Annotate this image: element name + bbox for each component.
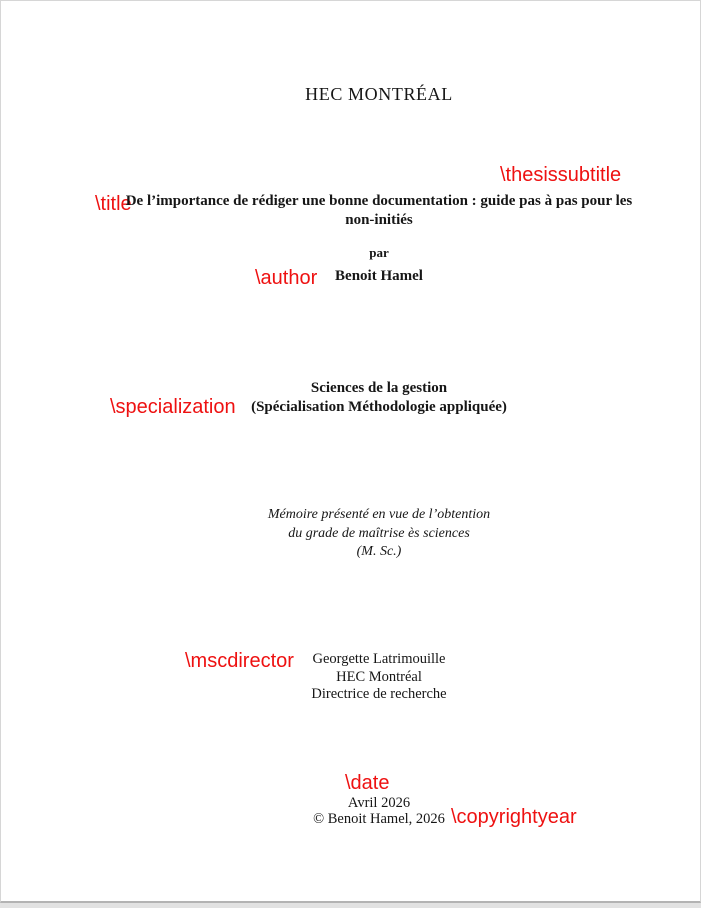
thesis-title-line-1: De l’importance de rédiger une bonne documentation : guide pas à pas pour les xyxy=(125,193,633,209)
latex-annotation-thesissubtitle: \thesissubtitle xyxy=(500,164,622,186)
specialization-line-1: Sciences de la gestion xyxy=(310,380,448,396)
by-label: par xyxy=(369,245,389,260)
latex-annotation-date: \date xyxy=(345,772,390,794)
latex-annotation-title: \title xyxy=(95,193,132,215)
latex-annotation-copyrightyear: \copyrightyear xyxy=(451,806,577,828)
director-block xyxy=(56,651,701,704)
thesis-title xyxy=(56,192,701,230)
degree-statement-line-3: (M. Sc.) xyxy=(356,544,402,559)
degree-statement-line-2: du grade de maîtrise ès sciences xyxy=(288,525,470,541)
latex-annotation-mscdirector: \mscdirector xyxy=(185,650,294,672)
thesis-title-line-2: non-initiés xyxy=(345,212,413,228)
copyright-line: © Benoit Hamel, 2026 xyxy=(313,811,445,827)
latex-annotation-author: \author xyxy=(255,267,318,289)
author-name: Benoit Hamel xyxy=(335,268,423,284)
date-value: Avril 2026 xyxy=(347,795,411,811)
degree-statement-line-1: Mémoire présenté en vue de l’obtention xyxy=(267,507,491,522)
degree-statement-block xyxy=(56,506,701,562)
director-institution: HEC Montréal xyxy=(336,668,422,685)
director-name: Georgette Latrimouille xyxy=(312,651,446,667)
institution-name: HEC MONTRÉAL xyxy=(305,84,453,104)
director-role: Directrice de recherche xyxy=(311,686,447,702)
specialization-line-2: (Spécialisation Méthodologie appliquée) xyxy=(251,399,507,415)
latex-annotation-specialization: \specialization xyxy=(110,396,236,418)
